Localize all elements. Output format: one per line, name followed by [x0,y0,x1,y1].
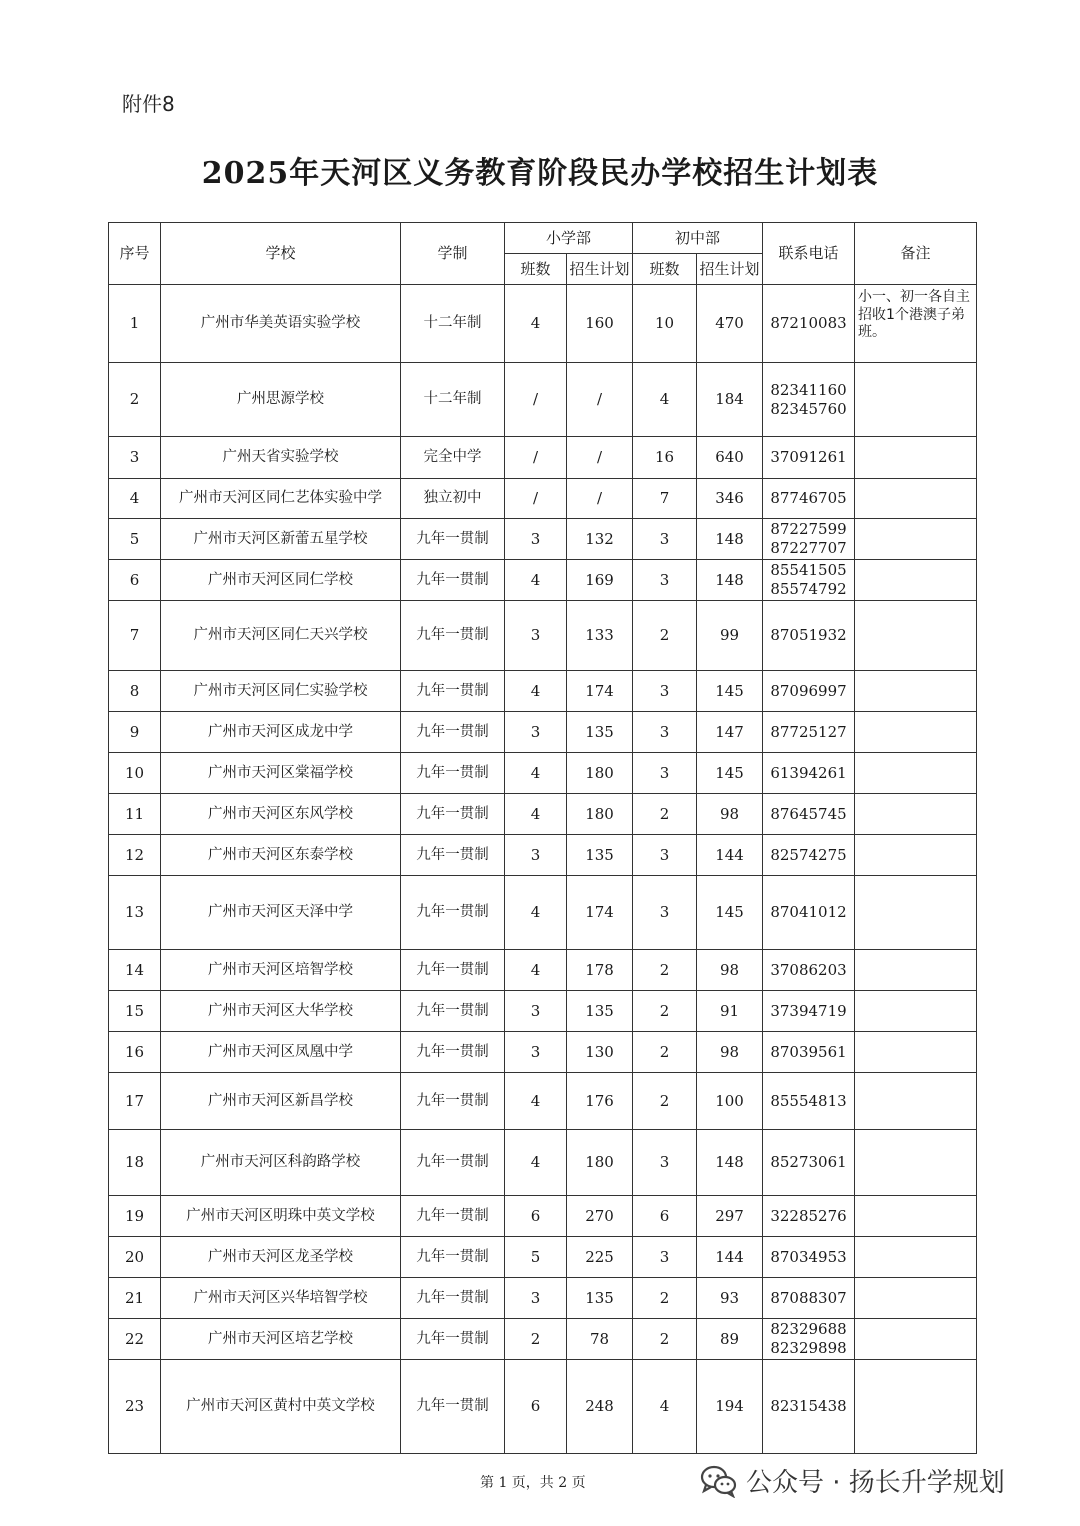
phone-number: 37394719 [770,1001,847,1020]
cell-middle-classes: 3 [633,671,697,712]
cell-school: 广州市天河区明珠中英文学校 [161,1196,401,1237]
cell-primary-classes: 3 [505,991,567,1032]
table-row [109,519,977,560]
table-row [109,479,977,519]
cell-middle-plan: 145 [697,671,763,712]
phone-number: 37086203 [770,960,847,979]
cell-index: 5 [109,519,161,560]
cell-system: 九年一贯制 [401,991,505,1032]
cell-primary-plan: / [567,479,633,519]
cell-middle-classes: 2 [633,950,697,991]
cell-phone [763,285,855,363]
phone-number: 87034953 [770,1247,847,1266]
cell-middle-plan: 145 [697,753,763,794]
cell-system: 九年一贯制 [401,794,505,835]
cell-school: 广州市天河区龙圣学校 [161,1237,401,1278]
header-index: 序号 [109,223,161,285]
cell-school: 广州市天河区同仁艺体实验中学 [161,479,401,519]
cell-note [855,560,977,601]
cell-phone [763,1360,855,1454]
cell-middle-classes: 2 [633,794,697,835]
cell-system: 九年一贯制 [401,1237,505,1278]
cell-index: 3 [109,437,161,479]
cell-school: 广州天省实验学校 [161,437,401,479]
cell-primary-plan: 248 [567,1360,633,1454]
cell-primary-plan: 174 [567,876,633,950]
cell-primary-plan: 135 [567,835,633,876]
cell-system: 九年一贯制 [401,671,505,712]
cell-note [855,950,977,991]
cell-system: 九年一贯制 [401,1319,505,1360]
cell-middle-classes: 4 [633,1360,697,1454]
cell-school: 广州市天河区东风学校 [161,794,401,835]
phone-number: 87096997 [770,681,847,700]
cell-middle-plan: 93 [697,1278,763,1319]
cell-note [855,1032,977,1073]
cell-primary-classes: 4 [505,950,567,991]
phone-number: 87210083 [770,314,847,333]
phone-number: 87039561 [770,1042,847,1061]
cell-middle-plan: 98 [697,794,763,835]
cell-index: 2 [109,363,161,437]
phone-number: 87051932 [770,626,847,645]
table-body [109,285,977,1454]
cell-phone [763,437,855,479]
cell-note [855,1073,977,1130]
phone-number: 87227707 [770,539,847,557]
phone-number: 85541505 [770,561,847,580]
cell-middle-classes: 2 [633,991,697,1032]
cell-middle-plan: 147 [697,712,763,753]
cell-primary-classes: 6 [505,1360,567,1454]
cell-primary-classes: / [505,437,567,479]
cell-middle-plan: 184 [697,363,763,437]
cell-primary-plan: 78 [567,1319,633,1360]
cell-phone [763,794,855,835]
cell-phone [763,1237,855,1278]
cell-system: 十二年制 [401,363,505,437]
cell-note [855,753,977,794]
cell-primary-plan: 132 [567,519,633,560]
phone-number: 82315438 [770,1397,847,1416]
phone-number: 85554813 [770,1091,847,1110]
watermark-text: 公众号 · 扬长升学规划 [746,1468,1005,1498]
cell-school: 广州市天河区大华学校 [161,991,401,1032]
cell-system: 九年一贯制 [401,1360,505,1454]
table-row [109,1130,977,1196]
cell-middle-plan: 640 [697,437,763,479]
cell-index: 10 [109,753,161,794]
cell-index: 19 [109,1196,161,1237]
wechat-icon [700,1464,738,1498]
cell-index: 12 [109,835,161,876]
cell-middle-plan: 145 [697,876,763,950]
cell-primary-classes: 4 [505,560,567,601]
cell-middle-plan: 194 [697,1360,763,1454]
cell-middle-classes: 3 [633,876,697,950]
cell-phone [763,560,855,601]
table-row [109,950,977,991]
cell-school: 广州市天河区兴华培智学校 [161,1278,401,1319]
cell-note [855,601,977,671]
cell-primary-classes: 2 [505,1319,567,1360]
header-primary-classes: 班数 [505,254,567,285]
cell-primary-classes: 4 [505,1130,567,1196]
cell-index: 16 [109,1032,161,1073]
table-row [109,560,977,601]
cell-primary-classes: 3 [505,519,567,560]
header-middle-plan: 招生计划 [697,254,763,285]
table-row [109,794,977,835]
phone-number: 37091261 [770,448,847,467]
cell-school: 广州思源学校 [161,363,401,437]
cell-phone [763,601,855,671]
cell-index: 15 [109,991,161,1032]
cell-system: 九年一贯制 [401,876,505,950]
cell-index: 18 [109,1130,161,1196]
cell-middle-classes: 3 [633,1130,697,1196]
phone-number: 87227599 [770,520,847,539]
cell-index: 14 [109,950,161,991]
cell-note [855,1196,977,1237]
phone-number: 61394261 [770,763,847,782]
cell-phone [763,991,855,1032]
cell-middle-plan: 91 [697,991,763,1032]
table-row [109,835,977,876]
cell-primary-classes: 3 [505,835,567,876]
cell-primary-classes: 4 [505,671,567,712]
cell-index: 9 [109,712,161,753]
cell-phone [763,363,855,437]
cell-phone [763,1319,855,1360]
cell-primary-classes: 3 [505,1032,567,1073]
cell-primary-plan: 270 [567,1196,633,1237]
cell-system: 九年一贯制 [401,835,505,876]
cell-primary-plan: 135 [567,1278,633,1319]
attachment-label: 附件8 [122,92,175,116]
watermark [700,1462,1005,1499]
cell-note [855,991,977,1032]
phone-number: 82329898 [770,1339,847,1357]
cell-index: 20 [109,1237,161,1278]
table-row [109,671,977,712]
cell-system: 十二年制 [401,285,505,363]
cell-middle-plan: 346 [697,479,763,519]
phone-number: 85574792 [770,580,847,598]
cell-middle-classes: 3 [633,835,697,876]
cell-primary-plan: 135 [567,712,633,753]
header-system: 学制 [401,223,505,285]
cell-system: 九年一贯制 [401,1278,505,1319]
cell-primary-classes: 4 [505,1073,567,1130]
cell-school: 广州市天河区同仁学校 [161,560,401,601]
table-row [109,285,977,363]
table-row [109,991,977,1032]
cell-school: 广州市天河区东泰学校 [161,835,401,876]
cell-middle-plan: 297 [697,1196,763,1237]
cell-note [855,437,977,479]
cell-middle-classes: 16 [633,437,697,479]
header-row-1 [109,223,977,254]
cell-middle-classes: 2 [633,1278,697,1319]
cell-note [855,1130,977,1196]
cell-primary-plan: 176 [567,1073,633,1130]
phone-number: 87746705 [770,489,847,508]
cell-system: 九年一贯制 [401,950,505,991]
cell-note [855,479,977,519]
cell-school: 广州市天河区新昌学校 [161,1073,401,1130]
cell-middle-plan: 99 [697,601,763,671]
cell-index: 21 [109,1278,161,1319]
cell-note [855,363,977,437]
cell-phone [763,835,855,876]
cell-middle-classes: 2 [633,1319,697,1360]
cell-middle-plan: 98 [697,950,763,991]
header-phone: 联系电话 [763,223,855,285]
enrollment-table [108,222,977,1454]
cell-primary-classes: 3 [505,712,567,753]
cell-middle-plan: 148 [697,560,763,601]
cell-primary-plan: 180 [567,753,633,794]
cell-phone [763,1278,855,1319]
cell-primary-classes: 4 [505,285,567,363]
cell-middle-plan: 98 [697,1032,763,1073]
cell-primary-classes: 5 [505,1237,567,1278]
cell-note [855,1360,977,1454]
cell-note [855,712,977,753]
table-row [109,1278,977,1319]
table-row [109,1319,977,1360]
phone-number: 82345760 [770,399,847,418]
cell-phone [763,519,855,560]
cell-primary-plan: / [567,363,633,437]
cell-system: 九年一贯制 [401,1196,505,1237]
table-row [109,876,977,950]
cell-middle-classes: 2 [633,1073,697,1130]
cell-primary-plan: 130 [567,1032,633,1073]
cell-middle-plan: 470 [697,285,763,363]
cell-system: 九年一贯制 [401,712,505,753]
cell-school: 广州市天河区科韵路学校 [161,1130,401,1196]
cell-middle-classes: 4 [633,363,697,437]
cell-primary-classes: / [505,479,567,519]
cell-note [855,1278,977,1319]
cell-system: 九年一贯制 [401,601,505,671]
phone-number: 87645745 [770,804,847,823]
cell-index: 4 [109,479,161,519]
cell-school: 广州市天河区棠福学校 [161,753,401,794]
cell-primary-classes: 3 [505,1278,567,1319]
cell-note [855,1319,977,1360]
cell-primary-classes: 3 [505,601,567,671]
cell-primary-plan: 180 [567,794,633,835]
phone-number: 85273061 [770,1153,847,1172]
header-primary: 小学部 [505,223,633,254]
cell-school: 广州市天河区同仁天兴学校 [161,601,401,671]
cell-system: 九年一贯制 [401,519,505,560]
table-row [109,1032,977,1073]
cell-phone [763,671,855,712]
phone-number: 32285276 [770,1206,847,1225]
header-school: 学校 [161,223,401,285]
cell-phone [763,753,855,794]
cell-school: 广州市华美英语实验学校 [161,285,401,363]
cell-note [855,794,977,835]
cell-primary-plan: 169 [567,560,633,601]
cell-primary-plan: 225 [567,1237,633,1278]
header-note: 备注 [855,223,977,285]
cell-middle-classes: 2 [633,1032,697,1073]
cell-system: 九年一贯制 [401,1130,505,1196]
cell-index: 8 [109,671,161,712]
cell-system: 独立初中 [401,479,505,519]
header-middle-classes: 班数 [633,254,697,285]
phone-number: 87725127 [770,722,847,741]
cell-middle-classes: 7 [633,479,697,519]
cell-primary-classes: 4 [505,794,567,835]
cell-primary-classes: 4 [505,753,567,794]
cell-primary-plan: 160 [567,285,633,363]
table-row [109,1360,977,1454]
table-row [109,712,977,753]
cell-index: 13 [109,876,161,950]
cell-middle-classes: 10 [633,285,697,363]
cell-note: 小一、初一各自主招收1个港澳子弟班。 [855,285,977,363]
cell-index: 11 [109,794,161,835]
table-row [109,363,977,437]
table-row [109,1196,977,1237]
cell-school: 广州市天河区培艺学校 [161,1319,401,1360]
cell-phone [763,1073,855,1130]
cell-middle-classes: 3 [633,1237,697,1278]
cell-system: 九年一贯制 [401,1032,505,1073]
phone-number: 87041012 [770,903,847,922]
cell-school: 广州市天河区新蕾五星学校 [161,519,401,560]
cell-phone [763,1196,855,1237]
cell-primary-classes: 6 [505,1196,567,1237]
cell-note [855,519,977,560]
cell-index: 22 [109,1319,161,1360]
cell-primary-plan: 178 [567,950,633,991]
table-row [109,753,977,794]
cell-phone [763,1032,855,1073]
cell-primary-plan: 180 [567,1130,633,1196]
cell-school: 广州市天河区成龙中学 [161,712,401,753]
cell-primary-plan: 135 [567,991,633,1032]
cell-middle-plan: 100 [697,1073,763,1130]
cell-middle-plan: 148 [697,519,763,560]
cell-system: 九年一贯制 [401,1073,505,1130]
cell-primary-classes: 4 [505,876,567,950]
cell-phone [763,712,855,753]
cell-school: 广州市天河区黄村中英文学校 [161,1360,401,1454]
cell-index: 23 [109,1360,161,1454]
cell-note [855,876,977,950]
cell-note [855,671,977,712]
phone-number: 82341160 [770,380,847,399]
cell-school: 广州市天河区凤凰中学 [161,1032,401,1073]
cell-primary-plan: 133 [567,601,633,671]
cell-phone [763,876,855,950]
cell-note [855,1237,977,1278]
phone-number: 82574275 [770,845,847,864]
cell-primary-plan: 174 [567,671,633,712]
header-primary-plan: 招生计划 [567,254,633,285]
cell-index: 17 [109,1073,161,1130]
table-row [109,1073,977,1130]
cell-middle-plan: 148 [697,1130,763,1196]
phone-number: 87088307 [770,1288,847,1307]
cell-phone [763,479,855,519]
cell-middle-classes: 3 [633,753,697,794]
cell-phone [763,950,855,991]
page-title: 2025年天河区义务教育阶段民办学校招生计划表 [201,156,879,191]
cell-middle-plan: 144 [697,835,763,876]
cell-middle-classes: 6 [633,1196,697,1237]
cell-middle-classes: 2 [633,601,697,671]
page-footer: 第 1 页，共 2 页 [480,1475,586,1491]
cell-middle-plan: 144 [697,1237,763,1278]
header-middle: 初中部 [633,223,763,254]
cell-middle-plan: 89 [697,1319,763,1360]
cell-phone [763,1130,855,1196]
cell-index: 6 [109,560,161,601]
table-row [109,1237,977,1278]
cell-index: 7 [109,601,161,671]
cell-middle-classes: 3 [633,519,697,560]
cell-middle-classes: 3 [633,712,697,753]
cell-system: 九年一贯制 [401,753,505,794]
cell-middle-classes: 3 [633,560,697,601]
cell-school: 广州市天河区同仁实验学校 [161,671,401,712]
table-row [109,601,977,671]
cell-school: 广州市天河区培智学校 [161,950,401,991]
cell-primary-plan: / [567,437,633,479]
cell-school: 广州市天河区天泽中学 [161,876,401,950]
cell-note [855,835,977,876]
cell-index: 1 [109,285,161,363]
phone-number: 82329688 [770,1320,847,1339]
cell-primary-classes: / [505,363,567,437]
cell-system: 九年一贯制 [401,560,505,601]
cell-system: 完全中学 [401,437,505,479]
table-row [109,437,977,479]
